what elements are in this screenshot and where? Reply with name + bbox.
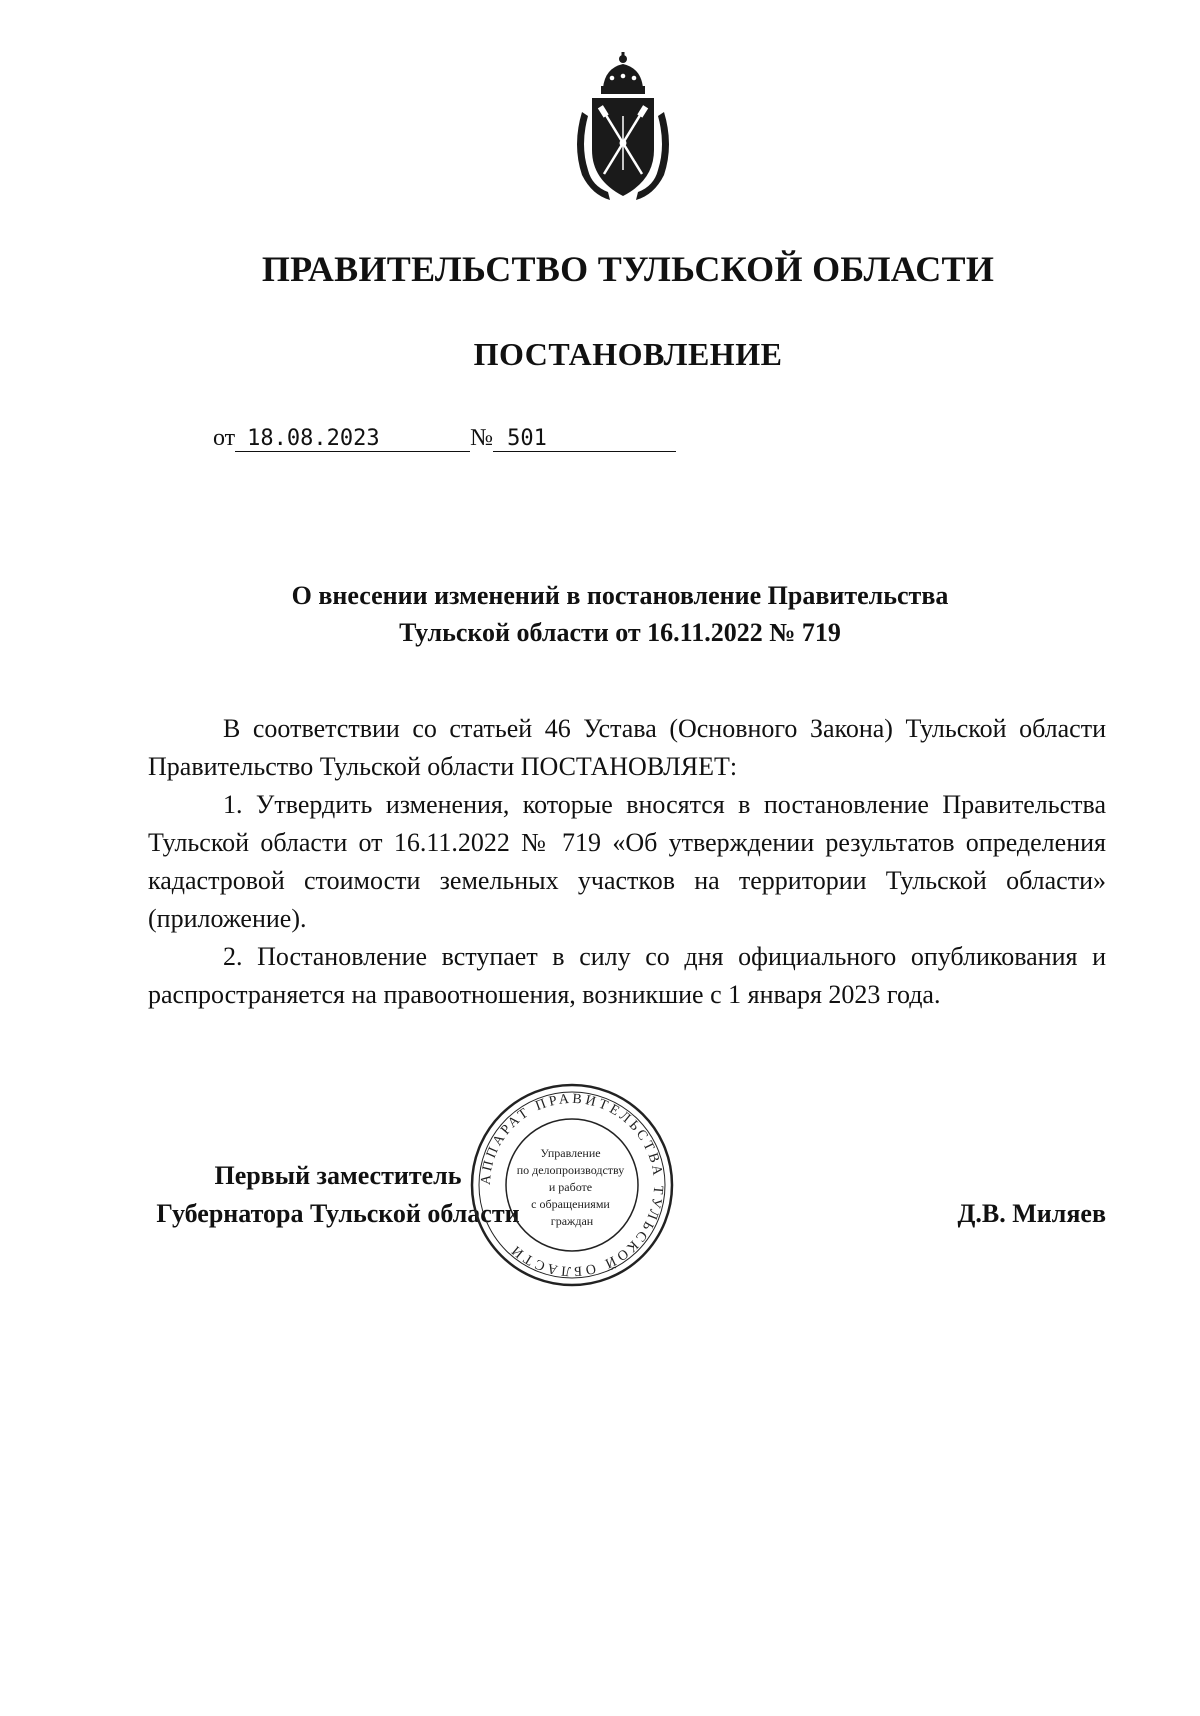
official-stamp: [467, 1080, 677, 1290]
document-body: [148, 710, 1106, 1014]
position-line: Первый заместитель: [214, 1161, 462, 1190]
stamp-inner-line: и работе: [548, 1180, 593, 1194]
number-label: №: [470, 425, 494, 451]
government-title: ПРАВИТЕЛЬСТВО ТУЛЬСКОЙ ОБЛАСТИ: [261, 249, 995, 289]
stamp-inner-line: по делопроизводству: [516, 1163, 625, 1177]
item-paragraph-1: 1. Утвердить изменения, которые вносятся в постановление Правительства Тульской области от 16.11.2022 № 719 «Об утверждении результатов определения кадастровой стоимости земельных участков на территории Тульской области» (приложение).: [148, 790, 1106, 933]
date-label: от: [213, 425, 236, 451]
stamp-outer-text: АППАРАТ ПРАВИТЕЛЬСТВА ТУЛЬСКОЙ ОБЛАСТИ: [478, 1091, 666, 1279]
stamp-inner-line: граждан: [550, 1214, 594, 1228]
preamble-paragraph: В соответствии со статьей 46 Устава (Основного Закона) Тульской области Правительство Тульской области ПОСТАНОВЛЯЕТ:: [148, 714, 1106, 781]
subject-line: О внесении изменений в постановление Правительства: [291, 581, 949, 610]
stamp-inner-line: Управление: [540, 1146, 601, 1160]
item-paragraph-2: 2. Постановление вступает в силу со дня официального опубликования и распространяется на правоотношения, возникшие с 1 января 2023 года.: [148, 942, 1106, 1009]
document-number: 501: [493, 426, 676, 452]
position-line: Губернатора Тульской области: [156, 1199, 520, 1228]
svg-text:Управление по делопроизв: [517, 1146, 628, 1228]
subject-line: Тульской области от 16.11.2022 № 719: [399, 618, 841, 647]
signatory-name: Д.В. Миляев: [957, 1199, 1106, 1228]
registration-line: [213, 425, 676, 452]
document-date: 18.08.2023: [235, 426, 470, 452]
coat-of-arms-icon: [568, 50, 678, 210]
document-type-title: ПОСТАНОВЛЕНИЕ: [473, 336, 783, 372]
stamp-inner-line: с обращениями: [531, 1197, 610, 1211]
document-subject: [0, 577, 1200, 651]
